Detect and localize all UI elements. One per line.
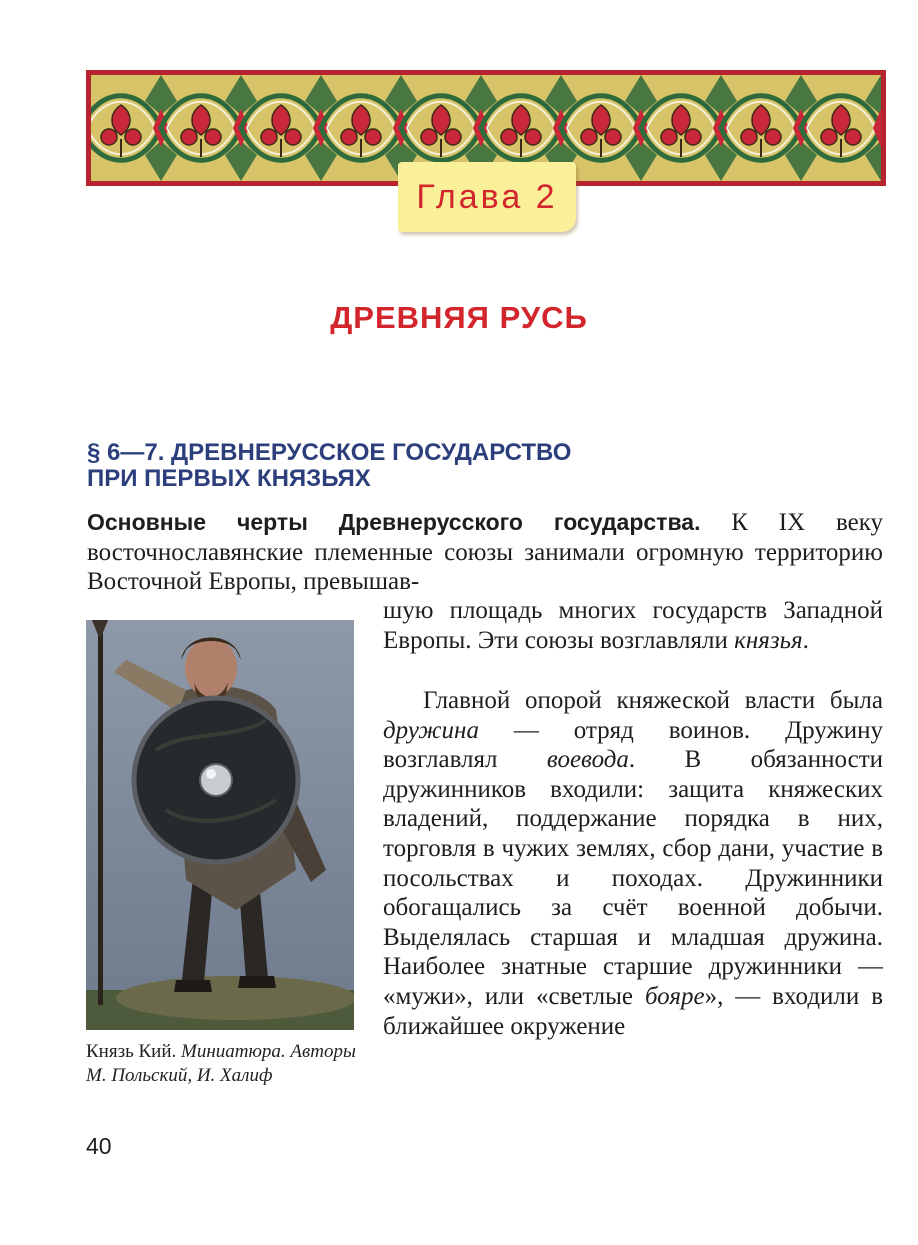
paragraph-1-text-a: К IX веку восточнославянские племенные союзы занимали огромную территорию Восточной Европы, превышав- [87, 509, 883, 596]
figure-caption [86, 1040, 366, 1088]
section-title [87, 440, 787, 492]
chapter-title: ДРЕВНЯЯ РУСЬ [330, 300, 588, 335]
section-title-line1: § 6—7. ДРЕВНЕРУССКОЕ ГОСУДАРСТВО [87, 439, 572, 466]
term-druzhina: дружина [383, 716, 479, 744]
paragraph-2-part2: — отряд воинов. Дружину возглавлял [383, 716, 883, 774]
chapter-tag [398, 162, 576, 232]
section-title-line2: ПРИ ПЕРВЫХ КНЯЗЬЯХ [87, 465, 371, 492]
paragraph-2 [383, 686, 883, 1041]
term-princes: князья [734, 626, 803, 654]
page-number: 40 [86, 1133, 112, 1159]
term-boyare: бояре [644, 982, 705, 1010]
paragraph-1-end-mark: . [802, 626, 809, 654]
paragraph-2-part4: », — входили в ближайшее окружение [383, 982, 883, 1040]
paragraph-1-text-b: шую площадь многих государств Западной Европы. Эти союзы возглавляли [383, 597, 883, 654]
paragraph-1-end [383, 596, 883, 655]
term-voevoda: воевода [546, 746, 629, 774]
paragraph-1-start [87, 508, 883, 597]
caption-title: Князь Кий. [86, 1041, 182, 1062]
caption-authors: Миниатюра. Авторы М. Польский, И. Халиф [86, 1041, 356, 1086]
chapter-label: Глава 2 [416, 177, 558, 216]
paragraph-lead: Основные черты Древнерусского государства. [87, 509, 701, 535]
paragraph-2-part3: . В обязанности дружинников входили: защита княжеских владений, поддержание порядка в них, торговля в чужих землях, сбор дани, участие в посольствах и походах. Дружинники обогащались за счёт военной добычи. Выделялась старшая и младшая дружина. Наиболее знатные старшие дружинники — «мужи», или «светлые [383, 746, 883, 1010]
paragraph-2-part1: Главной опорой княжеской власти была [423, 687, 883, 714]
warrior-miniature-photo [86, 620, 354, 1030]
